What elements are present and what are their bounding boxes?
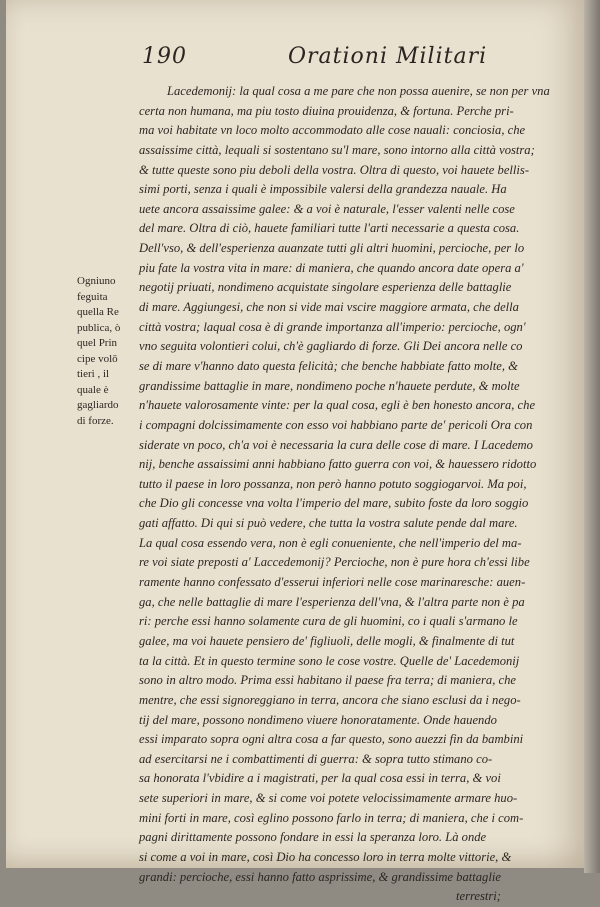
- text-line: n'hauete valorosamente vinte: per la qual cosa, egli è ben honesto ancora, che: [139, 398, 536, 413]
- text-line: vno seguita volontieri colui, ch'è gagliardo di forze. Gli Dei ancora nelle co: [139, 339, 523, 354]
- text-line: ga, che nelle battaglie di mare l'esperienza dell'vna, & l'altra parte non è pa: [139, 594, 525, 609]
- text-line: ri: perche essi hanno solamente cura de gli huomini, co i quali s'armano le: [139, 614, 518, 629]
- text-line: Lacedemonij: la qual cosa a me pare che non possa auenire, se non per vna: [167, 84, 550, 98]
- text-line: piu fate la vostra vita in mare: di maniera, che quando ancora date opera a': [139, 260, 524, 275]
- margin-note-line: gagliardo: [77, 399, 119, 411]
- running-title: Orationi Militari: [288, 44, 488, 69]
- text-line: del mare. Oltra di ciò, hauete familiari tutte l'arti necessarie a questa cosa.: [139, 221, 520, 236]
- text-line: di mare. Aggiungesi, che non si vide mai vscire maggiore armata, che della: [139, 300, 519, 315]
- text-line: i compagni dolcissimamente con esso voi habbiano parte de' pericoli Ora con: [139, 417, 533, 432]
- text-line: terrestri;: [455, 889, 501, 904]
- text-line: uete ancora assaissime galee: & a voi è naturale, l'esser valenti nelle cose: [139, 201, 515, 216]
- page-edge-shadow: [584, 0, 600, 873]
- text-line: mentre, che essi signoreggiano in terra, ancora che siano esclusi da i nego-: [139, 692, 521, 707]
- text-line: pagni dirittamente possono fondare in essi la speranza loro. Là onde: [139, 830, 487, 845]
- margin-note-line: quale è: [77, 383, 109, 396]
- text-line: sono in altro modo. Prima essi habitano il paese fra terra; di maniera, che: [139, 673, 516, 688]
- margin-note-line: quel Prin: [77, 337, 118, 349]
- text-line: grandissime battaglie in mare, nondimeno poche n'hauete perdute, & molte: [139, 378, 520, 393]
- page-number: 190: [142, 44, 187, 69]
- text-line: certa non humana, ma piu tosto diuina prouidenza, & fortuna. Perche pri-: [139, 103, 514, 118]
- text-line: che Dio gli concesse vna volta l'imperio del mare, subito foste da loro soggio: [139, 496, 529, 511]
- text-line: ramente hanno confessato d'esserui inferiori nelle cose marinaresche: auen-: [139, 575, 526, 590]
- margin-note: [77, 274, 135, 429]
- margin-note-line: tieri , il: [77, 368, 110, 380]
- text-line: galee, ma voi hauete pensiero de' figliuoli, delle mogli, & finalmente di tut: [139, 633, 515, 648]
- margin-note-line: cipe volō: [77, 352, 118, 365]
- body-text: [139, 82, 559, 907]
- margin-note-line: feguita: [77, 290, 108, 303]
- text-line: tutto il paese in loro possanza, non però hanno potuto soggiogarvoi. Ma poi,: [139, 476, 527, 491]
- text-line: nij, benche assaissimi anni habbiano fatto guerra con voi, & hauessero ridotto: [139, 457, 537, 472]
- text-line: assaissime città, lequali si sostentano su'l mare, sono intorno alla città vostra;: [139, 142, 535, 157]
- text-line: & tutte queste sono piu deboli della vostra. Oltra di questo, voi hauete bellis-: [139, 162, 530, 177]
- text-line: grandi: percioche, essi hanno fatto asprissime, & grandissime battaglie: [139, 869, 501, 884]
- text-line: ta la città. Et in questo termine sono le cose vostre. Quelle de' Lacedemonij: [139, 653, 520, 668]
- text-line: tij del mare, possono nondimeno viuere honoratamente. Onde hauendo: [139, 712, 497, 727]
- page-header: [6, 44, 584, 74]
- text-line: mini forti in mare, così eglino possono farlo in terra; di maniera, che i com-: [139, 810, 524, 825]
- text-line: siderate vn poco, ch'a voi è necessaria la cura delle cose di mare. I Lacedemo: [139, 437, 533, 452]
- text-line: negotij priuati, nondimeno acquistate singolare esperienza delle battaglie: [139, 280, 512, 295]
- text-line: simi porti, senza i quali è impossibile valersi della grandezza nauale. Ha: [139, 182, 507, 197]
- book-page: [6, 0, 584, 904]
- text-line: se di mare v'hanno dato questa felicità; che benche habbiate fatto molte, &: [139, 358, 518, 373]
- text-line: sa honorata l'vbidire a i magistrati, per la qual cosa essi in terra, & voi: [139, 771, 501, 786]
- text-line: re voi siate preposti a' Laccedemonij? Percioche, non è pure hora ch'essi libe: [139, 555, 530, 570]
- text-line: sete superiori in mare, & si come voi potete velocissimamente armare huo-: [139, 791, 518, 806]
- text-line: Dell'vso, & dell'esperienza auanzate tutti gli altri huomini, percioche, per lo: [139, 241, 525, 256]
- text-line: città vostra; laqual cosa è di grande importanza all'imperio: percioche, ogn': [139, 319, 526, 334]
- text-line: ma voi habitate vn loco molto accommodato alle cose nauali: conciosia, che: [139, 123, 526, 138]
- margin-note-line: quella Re: [77, 306, 119, 318]
- text-line: La qual cosa essendo vera, non è egli conueniente, che nell'imperio del ma-: [139, 535, 522, 550]
- text-line: si come a voi in mare, così Dio ha concesso loro in terra molte vittorie, &: [139, 849, 512, 864]
- text-line: essi imparato sopra ogni altra cosa a far questo, sono auezzi fin da bambini: [139, 732, 524, 747]
- margin-note-line: di forze.: [77, 414, 114, 427]
- text-line: ad esercitarsi ne i combattimenti di guerra: & sopra tutto stimano co-: [139, 751, 493, 766]
- margin-note-line: publica, ò: [77, 321, 121, 334]
- margin-note-line: Ogniuno: [77, 275, 116, 287]
- text-line: gati affatto. Di qui si può vedere, che tutta la vostra salute pende dal mare.: [139, 516, 518, 531]
